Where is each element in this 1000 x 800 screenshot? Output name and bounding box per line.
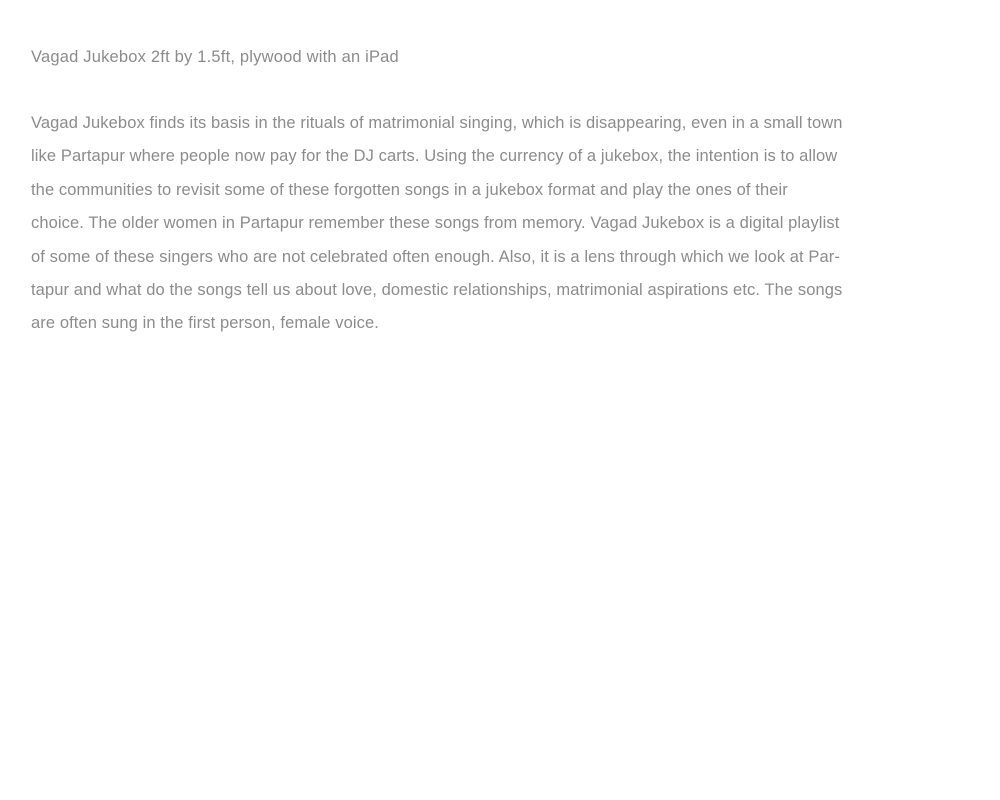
page-title: Vagad Jukebox 2ft by 1.5ft, plywood with an iPad [31,48,399,66]
paragraph-line: are often sung in the first person, female voice. [31,314,379,333]
paragraph-line: choice. The older women in Partapur remember these songs from memory. Vagad Jukebox is a digital playlist [31,214,840,233]
paragraph-line: of some of these singers who are not celebrated often enough. Also, it is a lens through which we look at Par- [31,247,840,266]
description-paragraph [31,107,843,341]
paragraph-line: like Partapur where people now pay for the DJ carts. Using the currency of a jukebox, the intention is to allow [31,147,838,166]
paragraph-line: tapur and what do the songs tell us about love, domestic relationships, matrimonial aspirations etc. The songs [31,281,843,300]
paragraph-line: Vagad Jukebox finds its basis in the rituals of matrimonial singing, which is disappearing, even in a small town [31,114,843,132]
paragraph-line: the communities to revisit some of these forgotten songs in a jukebox format and play the ones of their [31,180,788,199]
